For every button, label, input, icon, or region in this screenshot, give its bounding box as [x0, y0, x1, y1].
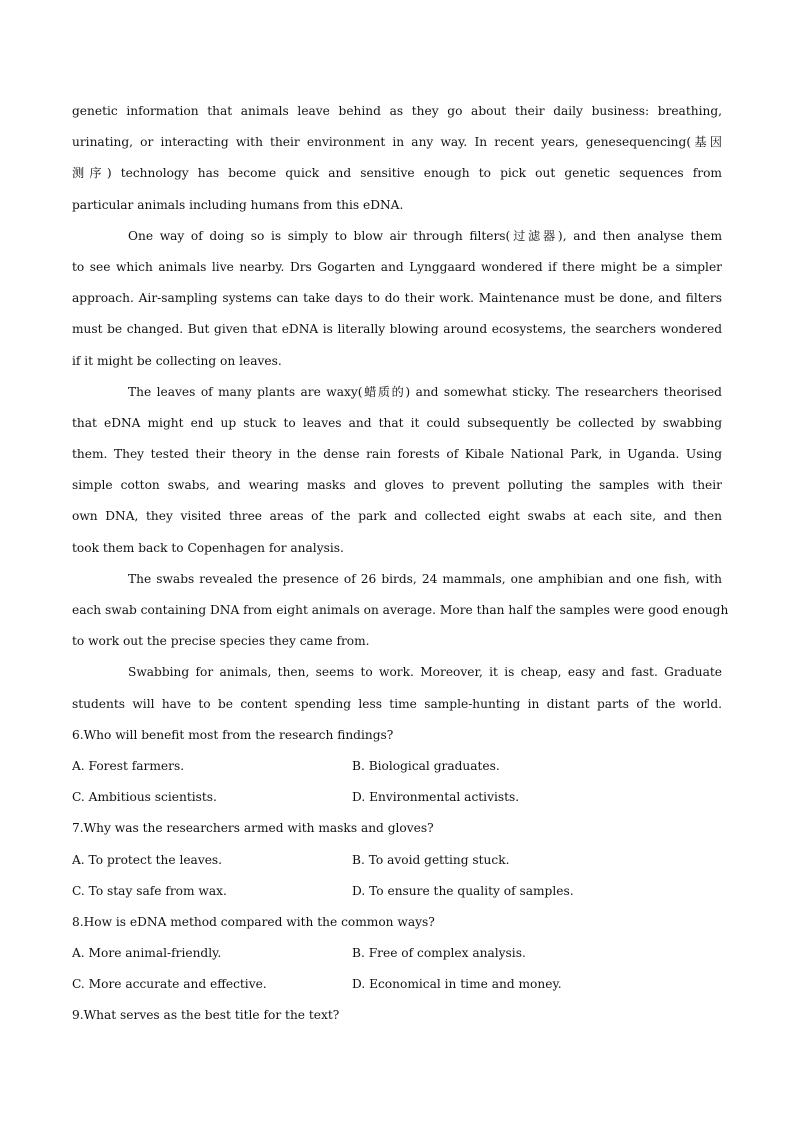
option-d: D. Economical in time and money. — [352, 977, 562, 992]
option-c: C. More accurate and effective. — [72, 977, 267, 992]
paragraph-4 — [72, 564, 729, 658]
paragraph-3 — [72, 377, 722, 564]
question-stem: 8.How is eDNA method compared with the common ways? — [72, 914, 435, 929]
text-line: 测序) technology has become quick and sensitive enough to pick out genetic sequences from — [72, 166, 722, 181]
question-stem: 9.What serves as the best title for the text? — [72, 1008, 340, 1023]
option-a: A. More animal-friendly. — [72, 946, 222, 961]
option-b: B. Biological graduates. — [352, 758, 500, 773]
option-b: B. Free of complex analysis. — [352, 946, 526, 961]
text-line: urinating, or interacting with their environment in any way. In recent years, genesequencing(基因 — [72, 135, 722, 150]
text-line: to see which animals live nearby. Drs Gogarten and Lynggaard wondered if there might be a simpler — [72, 259, 722, 274]
option-row — [72, 845, 722, 876]
question-7 — [72, 813, 722, 907]
text-line: particular animals including humans from this eDNA. — [72, 197, 404, 212]
option-row — [72, 751, 722, 782]
option-c: C. Ambitious scientists. — [72, 790, 217, 805]
question-9 — [72, 1000, 722, 1031]
option-d: D. To ensure the quality of samples. — [352, 883, 574, 898]
paragraph-5 — [72, 657, 722, 719]
option-a: A. To protect the leaves. — [72, 852, 223, 867]
text-line: simple cotton swabs, and wearing masks and gloves to prevent polluting the samples with their — [72, 478, 722, 493]
text-line: approach. Air-sampling systems can take days to do their work. Maintenance must be done, and filters — [72, 291, 722, 306]
text-line: One way of doing so is simply to blow air through filters(过滤器), and then analyse them — [128, 228, 722, 243]
paragraph-2 — [72, 221, 722, 377]
option-a: A. Forest farmers. — [72, 758, 185, 773]
text-line: students will have to be content spending less time sample-hunting in distant parts of the world. — [72, 696, 722, 711]
option-row — [72, 969, 722, 1000]
option-c: C. To stay safe from wax. — [72, 883, 227, 898]
text-line: must be changed. But given that eDNA is literally blowing around ecosystems, the searchers wondered — [72, 322, 722, 337]
text-line: The leaves of many plants are waxy(蜡质的) and somewhat sticky. The researchers theorised — [128, 384, 722, 399]
paragraph-1 — [72, 96, 722, 221]
question-6 — [72, 720, 722, 814]
option-d: D. Environmental activists. — [352, 790, 520, 805]
text-line: took them back to Copenhagen for analysis. — [72, 540, 344, 555]
text-line: genetic information that animals leave behind as they go about their daily business: breathing, — [72, 104, 722, 118]
text-line: Swabbing for animals, then, seems to work. Moreover, it is cheap, easy and fast. Graduate — [128, 665, 722, 680]
document-page — [72, 96, 729, 1032]
text-line: them. They tested their theory in the dense rain forests of Kibale National Park, in Uganda. Using — [72, 447, 722, 462]
option-row — [72, 782, 722, 813]
text-line: own DNA, they visited three areas of the park and collected eight swabs at each site, and then — [72, 509, 722, 524]
text-line: each swab containing DNA from eight animals on average. More than half the samples were good enough — [72, 603, 729, 617]
text-line: to work out the precise species they came from. — [72, 634, 370, 649]
question-8 — [72, 907, 722, 1001]
option-b: B. To avoid getting stuck. — [352, 852, 510, 867]
text-line: The swabs revealed the presence of 26 birds, 24 mammals, one amphibian and one fish, with — [128, 571, 722, 586]
question-stem: 7.Why was the researchers armed with masks and gloves? — [72, 821, 434, 836]
option-row — [72, 938, 722, 969]
question-stem: 6.Who will benefit most from the research findings? — [72, 727, 394, 742]
text-line: that eDNA might end up stuck to leaves and that it could subsequently be collected by swabbing — [72, 415, 722, 430]
text-line: if it might be collecting on leaves. — [72, 353, 282, 368]
option-row — [72, 876, 722, 907]
